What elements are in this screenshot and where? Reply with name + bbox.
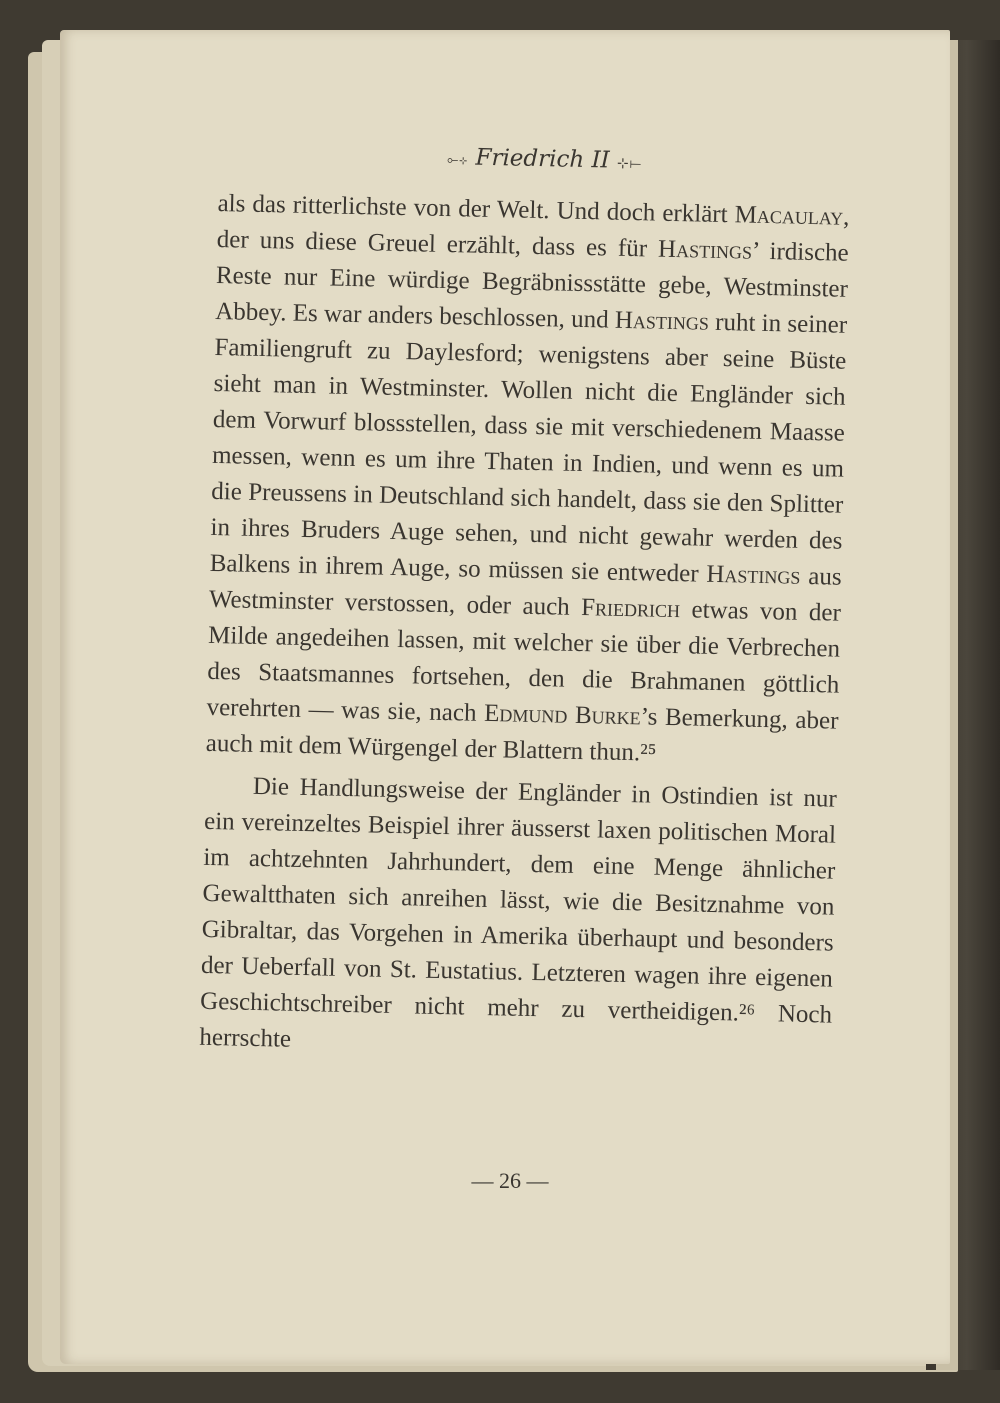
ornament-left-icon: ⟜⊹	[446, 152, 469, 169]
text-run: ’ irdische Reste nur Eine würdige Begräbnissstätte gebe, Westminster Abbey. Es war anders beschlossen, und	[214, 237, 849, 334]
text-run: etwas von der Milde angedeihen lassen, mit welcher sie über die Verbrechen des Staatsmannes fortsehen, den die Brahmanen göttlich verehrten — was sie, nach	[206, 596, 842, 727]
text-run: aus Westminster verstossen, oder auch	[208, 562, 842, 622]
text-run: , der uns diese Greuel erzählt, dass es für	[216, 203, 850, 263]
body-text	[199, 186, 850, 1070]
small-caps-name: Hastings	[657, 235, 753, 265]
small-caps-name: Hastings	[614, 306, 710, 336]
small-caps-name: Edmund Burke	[483, 699, 641, 731]
small-caps-name: Friedrich	[580, 594, 681, 624]
ornament-right-icon: ⊹⟝	[616, 155, 643, 173]
paragraph-1	[205, 186, 849, 776]
text-run: als das ritterlichste von der Welt. Und doch erklärt	[217, 189, 735, 229]
running-head-title: Friedrich II	[475, 144, 610, 174]
small-caps-name: Hastings	[706, 560, 801, 590]
text-run: ’s Bemerkung, aber auch mit dem Würgengel der Blattern thun.²⁵	[205, 703, 839, 767]
text-run: ruht in seiner Familiengruft zu Daylesford; wenigstens aber seine Büste sieht man in Westminster. Wollen nicht die Engländer sich dem Vorwurf blossstellen, dass sie mit verschiedenem Maasse messen, wenn es um ihre Thaten in Indien, und wenn es um die Preussens in Deutschland sich handelt, dass sie den Splitter in ihres Bruders Auge sehen, und nicht gewahr werden des Balkens in ihrem Auge, so müssen sie entweder	[209, 308, 848, 588]
paragraph-2: Die Handlungsweise der Engländer in Ostindien ist nur ein vereinzeltes Beispiel ihrer äusserst laxen politischen Moral im achtzehnten Jahrhundert, dem eine Menge ähnlicher Gewaltthaten sich anreihen lässt, wie die Besitznahme von Gibraltar, das Vorgehen in Amerika überhaupt und besonders der Ueberfall von St. Eustatius. Letzteren wagen ihre eigenen Geschichtschreiber nicht mehr zu vertheidigen.²⁶ Noch herrschte	[199, 772, 838, 1053]
small-caps-name: Macaulay	[734, 201, 844, 231]
page-number: — 26 —	[471, 1168, 549, 1193]
